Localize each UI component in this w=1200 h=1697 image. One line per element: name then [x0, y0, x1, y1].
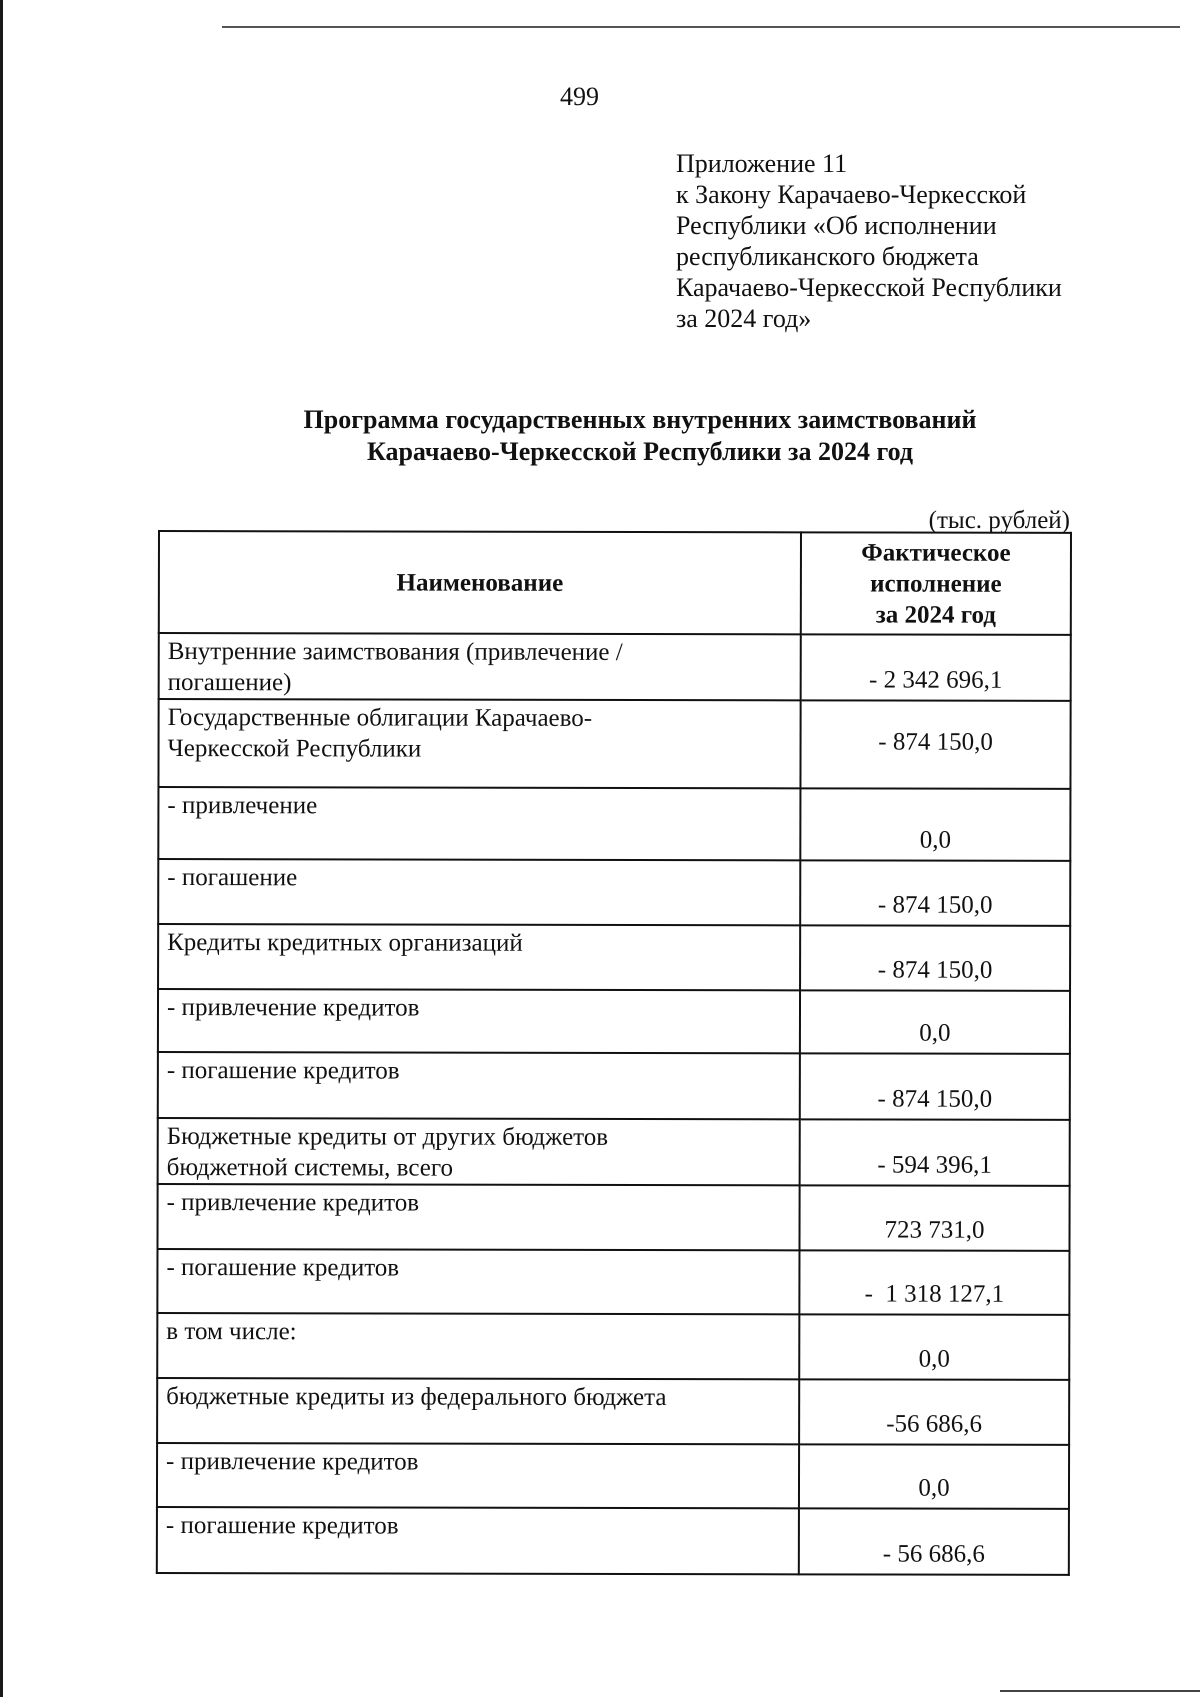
annex-line: Приложение 11: [676, 149, 848, 178]
document-title: [150, 404, 1130, 468]
document-title-line: Карачаево-Черкесской Республики за 2024 год: [366, 437, 914, 466]
table-row: [158, 924, 1070, 991]
row-label: [158, 924, 800, 990]
header-value-line: за 2024 год: [875, 601, 996, 629]
row-label: [158, 989, 800, 1053]
row-label-line: - погашение кредитов: [166, 1254, 400, 1282]
table-row: [159, 633, 1071, 701]
row-label-line: бюджетные кредиты из федерального бюджета: [166, 1383, 667, 1412]
table-row: [157, 1378, 1069, 1445]
row-label-line: - погашение кредитов: [165, 1512, 399, 1540]
row-value: 0,0: [800, 990, 1070, 1054]
table-row: [157, 1313, 1069, 1380]
scan-bottom-line: [1000, 1690, 1200, 1692]
annex-line: к Закону Карачаево-Черкесской: [676, 180, 1027, 209]
row-label: [157, 1313, 799, 1379]
annex-line: Республики «Об исполнении: [676, 211, 997, 240]
page-number: 499: [560, 82, 599, 111]
row-value: - 874 150,0: [800, 1053, 1070, 1120]
table-row: [157, 1443, 1069, 1509]
table-row: [157, 1184, 1069, 1251]
row-value: - 56 686,6: [799, 1508, 1069, 1575]
row-label-line: Внутренние заимствования (привлечение /: [167, 638, 623, 666]
row-label-line: - привлечение кредитов: [166, 1448, 419, 1476]
row-value: - 1 318 127,1: [799, 1250, 1069, 1315]
row-value: - 874 150,0: [800, 860, 1070, 926]
row-label-line: в том числе:: [166, 1318, 297, 1346]
row-label-line: Черкесской Республики: [167, 735, 422, 763]
row-label-line: - привлечение кредитов: [166, 994, 420, 1022]
table-row: [158, 859, 1070, 926]
row-label: [158, 859, 800, 925]
row-label: [158, 787, 800, 860]
row-label-line: Государственные облигации Карачаево-: [167, 704, 593, 732]
row-label: [159, 633, 801, 700]
row-label: [158, 1118, 800, 1185]
table-row: [157, 1249, 1069, 1315]
row-label-line: - погашение: [167, 864, 298, 892]
table-row: [157, 1507, 1069, 1575]
row-value: -56 686,6: [799, 1379, 1069, 1445]
row-value: 723 731,0: [799, 1185, 1069, 1251]
table-row: [158, 1118, 1070, 1186]
annex-line: республиканского бюджета: [676, 242, 979, 271]
row-value: 0,0: [799, 1444, 1069, 1509]
table-row: [158, 1052, 1070, 1120]
row-value: - 594 396,1: [800, 1119, 1070, 1186]
table-row: [158, 989, 1070, 1054]
table-header-row: [159, 531, 1071, 635]
scan-top-line: [222, 26, 1180, 28]
row-value: - 2 342 696,1: [801, 634, 1071, 701]
row-label: [158, 1052, 800, 1119]
row-label: [157, 1507, 799, 1574]
table-row: [158, 787, 1070, 861]
annex-line: за 2024 год»: [676, 304, 812, 333]
table-row: [158, 699, 1070, 789]
row-label-line: - погашение кредитов: [166, 1057, 400, 1085]
row-label-line: - привлечение: [167, 792, 318, 820]
row-label: [157, 1443, 799, 1508]
header-value-line: исполнение: [870, 569, 1002, 598]
borrowing-table: [156, 530, 1072, 1576]
annex-block: [676, 148, 1176, 334]
units-note: (тыс. рублей): [928, 507, 1070, 534]
header-name: Наименование: [159, 531, 801, 634]
header-value-line: Фактическое: [861, 538, 1011, 567]
row-value: - 874 150,0: [800, 700, 1070, 789]
row-value: 0,0: [800, 788, 1070, 861]
row-label-line: погашение): [167, 669, 292, 697]
row-label: [158, 699, 800, 788]
row-label: [157, 1378, 799, 1444]
row-label-line: Бюджетные кредиты от других бюджетов: [166, 1123, 609, 1151]
scan-left-border: [0, 0, 3, 1697]
row-value: - 874 150,0: [800, 925, 1070, 991]
row-value: 0,0: [799, 1314, 1069, 1380]
document-title-line: Программа государственных внутренних заимствований: [303, 405, 977, 434]
row-label-line: - привлечение кредитов: [166, 1189, 420, 1217]
row-label-line: Кредиты кредитных организаций: [167, 929, 523, 957]
row-label-line: бюджетной системы, всего: [166, 1154, 454, 1182]
annex-line: Карачаево-Черкесской Республики: [676, 273, 1062, 302]
row-label: [157, 1249, 799, 1314]
row-label: [157, 1184, 799, 1250]
header-value: [801, 532, 1071, 635]
